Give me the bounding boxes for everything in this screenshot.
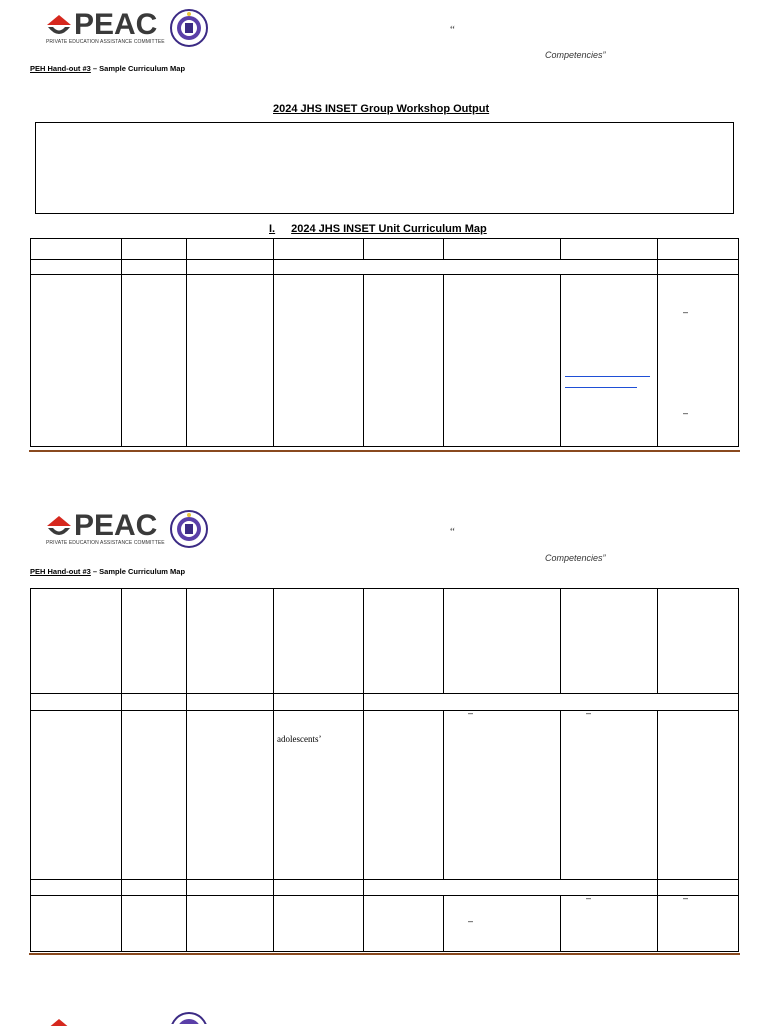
table-col-divider: [273, 588, 274, 952]
table-col-divider: [560, 710, 561, 879]
deped-seal-icon: [170, 510, 208, 548]
table-col-divider: [657, 710, 658, 952]
cell-text: adolescents’: [277, 734, 322, 744]
table-col-divider: [560, 238, 561, 259]
table-col-divider: [443, 238, 444, 259]
table-col-divider: [186, 238, 187, 447]
table-row-divider: [30, 693, 739, 694]
table-col-divider: [560, 274, 561, 447]
peac-emblem-icon: [46, 14, 72, 38]
table-col-divider: [443, 588, 444, 693]
competencies-text: Competencies”: [545, 553, 606, 563]
table-col-divider: [121, 238, 122, 447]
handout-label: [30, 64, 185, 73]
page-bottom-rule: [29, 953, 740, 955]
table-col-divider: [121, 588, 122, 952]
workshop-output-box: [35, 122, 734, 214]
hyperlink-underline[interactable]: [565, 376, 650, 377]
table-col-divider: [443, 710, 444, 879]
peac-subtitle: PRIVATE EDUCATION ASSISTANCE COMMITTEE: [46, 39, 165, 45]
dash-mark: –: [683, 408, 689, 418]
table-col-divider: [273, 238, 274, 447]
table-col-divider: [363, 588, 364, 952]
table-row-divider: [30, 879, 739, 880]
dash-mark: –: [683, 893, 689, 903]
dash-mark: –: [468, 708, 474, 718]
table-col-divider: [443, 274, 444, 447]
curriculum-map-table-continued: [30, 588, 739, 952]
table-row-divider: [30, 895, 739, 896]
table-col-divider: [657, 588, 658, 693]
curriculum-map-table: [30, 238, 739, 447]
handout-number: PEH Hand-out #3: [30, 64, 91, 73]
table-col-divider: [560, 588, 561, 693]
dash-mark: –: [586, 893, 592, 903]
handout-number: PEH Hand-out #3: [30, 567, 91, 576]
competencies-text: Competencies”: [545, 50, 606, 60]
peac-emblem-icon: [46, 1018, 72, 1026]
deped-seal-icon: [170, 9, 208, 47]
section-title: [269, 223, 487, 235]
quote-open: “: [450, 24, 455, 36]
dash-mark: –: [468, 916, 474, 926]
dash-mark: –: [586, 708, 592, 718]
handout-description: – Sample Curriculum Map: [90, 567, 186, 576]
table-row-divider: [30, 274, 739, 275]
quote-open: “: [450, 526, 455, 538]
workshop-title: 2024 JHS INSET Group Workshop Output: [273, 103, 490, 115]
peac-subtitle: PRIVATE EDUCATION ASSISTANCE COMMITTEE: [46, 540, 165, 546]
section-number: I.: [269, 223, 276, 235]
dash-mark: –: [683, 307, 689, 317]
peac-wordmark: PEAC: [74, 8, 158, 41]
hyperlink-underline[interactable]: [565, 387, 637, 388]
table-col-divider: [186, 588, 187, 952]
peac-wordmark: PEAC: [74, 509, 158, 542]
page-bottom-rule: [29, 450, 740, 452]
table-col-divider: [363, 274, 364, 447]
deped-seal-icon: [170, 1012, 208, 1024]
table-col-divider: [657, 238, 658, 447]
handout-description: – Sample Curriculum Map: [90, 64, 186, 73]
peac-emblem-icon: [46, 515, 72, 539]
handout-label: [30, 567, 185, 576]
table-col-divider: [560, 895, 561, 952]
table-row-divider: [30, 710, 739, 711]
table-row-divider: [30, 259, 739, 260]
table-col-divider: [443, 895, 444, 952]
table-col-divider: [363, 238, 364, 259]
section-title-text: 2024 JHS INSET Unit Curriculum Map: [291, 223, 487, 235]
